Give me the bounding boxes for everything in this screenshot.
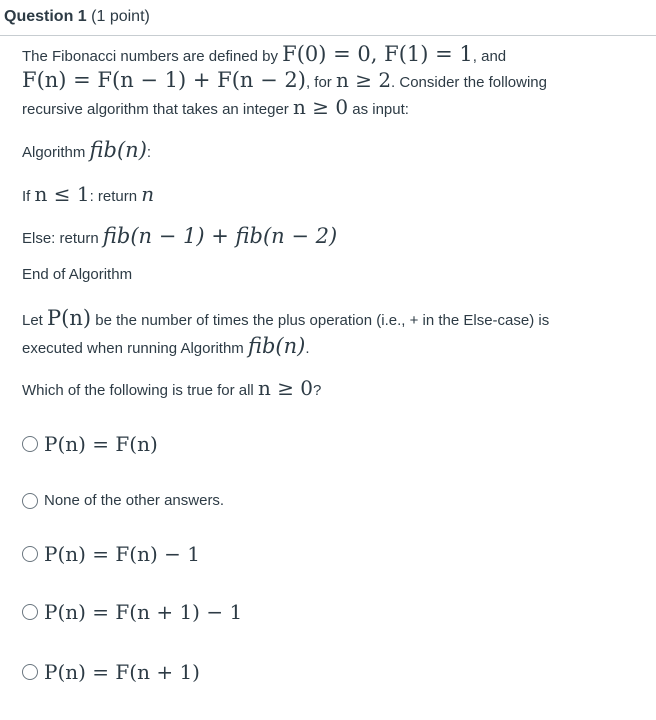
option-2-label: None of the other answers. [44,492,225,509]
question-header [0,0,656,36]
option-4[interactable] [22,600,242,624]
option-3-label: P(n) = F(n) − 1 [44,542,200,566]
option-5[interactable] [22,660,200,684]
math-fib-recurrence: F(n) = F(n − 1) + F(n − 2) [22,68,306,92]
end-label: End of Algorithm [22,266,133,283]
intro-text-4: as input: [352,101,409,118]
math-which-n-ge-0: n ≥ 0 [257,376,314,400]
intro-text-2: . Consider the following [391,74,547,91]
option-4-label: P(n) = F(n + 1) − 1 [44,600,243,624]
intro-for: , for [305,74,332,91]
question-title [4,8,150,26]
math-fib-base: F(0) = 0, F(1) = 1 [282,42,473,66]
algorithm-header [22,138,151,162]
option-2[interactable] [22,492,224,509]
let-dot: . [305,340,310,357]
let-text-2: be the number of times the plus operation (i.e., + in the Else-case) is [95,312,550,329]
which-line [22,376,321,400]
which-question-mark: ? [313,382,322,399]
math-n-le-1: n ≤ 1 [34,182,90,206]
if-label: If [22,188,31,205]
algorithm-else-line [22,224,337,248]
algorithm-if-line [22,182,154,206]
math-p-n: P(n) [47,306,92,330]
question-points: (1 point) [91,8,150,25]
option-5-label: P(n) = F(n + 1) [44,660,200,684]
math-fib-n: fib(n) [247,334,306,358]
question-number: Question 1 [4,8,87,25]
intro-text-1: The Fibonacci numbers are defined by [22,48,278,65]
math-fib-sum: fib(n − 1) + fib(n − 2) [102,224,338,248]
math-fib-name: fib(n) [89,138,147,162]
radio-option-5[interactable] [22,664,38,680]
math-n: n [141,182,155,206]
intro-and: , and [472,48,507,65]
radio-option-4[interactable] [22,604,38,620]
which-text: Which of the following is true for all [22,382,254,399]
algorithm-label: Algorithm [22,144,86,161]
option-1[interactable] [22,432,158,456]
option-3[interactable] [22,542,200,566]
let-line-1 [22,306,549,330]
math-n-ge-2: n ≥ 2 [335,68,392,92]
if-return: : return [89,188,138,205]
algorithm-colon: : [146,144,152,161]
intro-line-3 [22,95,409,119]
intro-line-1 [22,42,506,66]
let-line-2 [22,334,310,358]
intro-line-2 [22,68,547,92]
let-text-3: executed when running Algorithm [22,340,244,357]
let-text-1: Let [22,312,43,329]
else-label: Else: return [22,230,99,247]
radio-option-3[interactable] [22,546,38,562]
radio-option-2[interactable] [22,493,38,509]
algorithm-end-line [22,266,132,283]
option-1-label: P(n) = F(n) [44,432,158,456]
intro-text-3: recursive algorithm that takes an integer [22,101,289,118]
radio-option-1[interactable] [22,436,38,452]
math-n-ge-0: n ≥ 0 [292,95,349,119]
